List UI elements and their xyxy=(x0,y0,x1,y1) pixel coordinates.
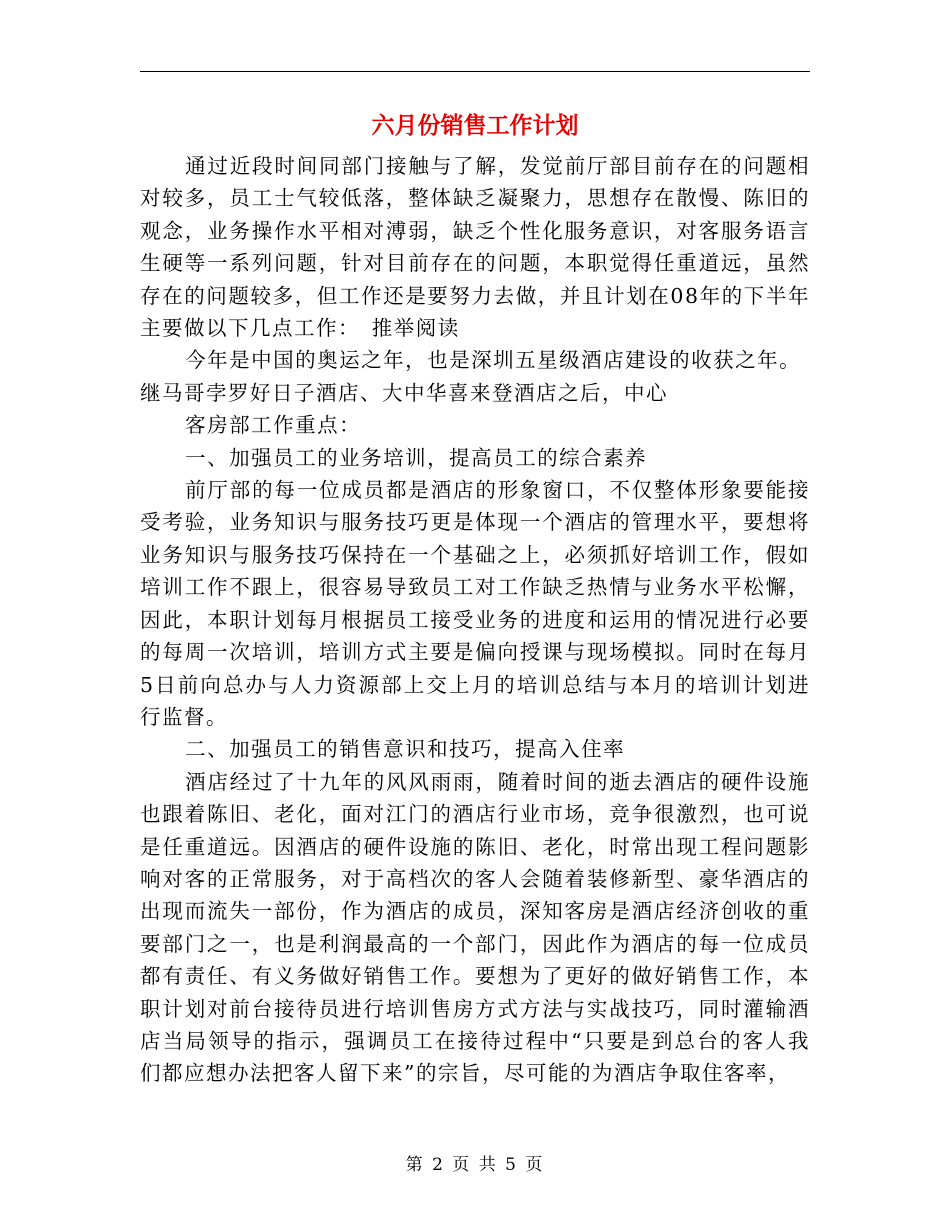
header-rule xyxy=(140,71,810,72)
page-footer: 第 2 页 共 5 页 xyxy=(405,1155,545,1175)
paragraph-training: 前厅部的每一位成员都是酒店的形象窗口，不仅整体形象要能接受考验，业务知识与服务技巧更是体现一个酒店的管理水平，要想将业务知识与服务技巧保持在一个基础之上，必须抓好培训工作，假如培训工作不跟上，很容易导致员工对工作缺乏热情与业务水平松懈，因此，本职计划每月根据员工接受业务的进度和运用的情况进行必要的每周一次培训，培训方式主要是偏向授课与现场模拟。同时在每月5日前向总办与人力资源部上交上月的培训总结与本月的培训计划进行监督。 xyxy=(140,478,810,729)
document-body xyxy=(140,150,810,1090)
paragraph-olympic-year: 今年是中国的奥运之年，也是深圳五星级酒店建设的收获之年。 xyxy=(185,348,802,373)
section-heading-sales: 二、加强员工的销售意识和技巧，提高入住率 xyxy=(185,737,626,762)
paragraph-sales: 酒店经过了十九年的风风雨雨，随着时间的逝去酒店的硬件设施也跟着陈旧、老化，面对江门的酒店行业市场，竞争很激烈，也可说是任重道远。因酒店的硬件设施的陈旧、老化，时常出现工程问题影响对客的正常服务，对于高档次的客人会随着装修新型、豪华酒店的出现而流失一部份，作为酒店的成员，深知客房是酒店经济创收的重要部门之一，也是利润最高的一个部门，因此作为酒店的每一位成员都有责任、有义务做好销售工作。要想为了更好的做好销售工作，本职计划对前台接待员进行培训售房方式方法与实战技巧，同时灌输酒店当局领导的指示，强调员工在接待过程中“只要是到总台的客人我们都应想办法把客人留下来”的宗旨，尽可能的为酒店争取住客率， xyxy=(140,769,810,1086)
section-heading-housekeeping: 客房部工作重点： xyxy=(185,413,362,438)
paragraph-intro: 通过近段时间同部门接触与了解，发觉前厅部目前存在的问题相对较多，员工士气较低落，整体缺乏凝聚力，思想存在散慢、陈旧的观念，业务操作水平相对溥弱，缺乏个性化服务意识，对客服务语言生硬等一系列问题，针对目前存在的问题，本职觉得任重道远，虽然存在的问题较多，但工作还是要努力去做，并且计划在08年的下半年主要做以下几点工作： 推举阅读 xyxy=(140,154,810,341)
paragraph-hotel-continuation: 继马哥孛罗好日子酒店、大中华喜来登酒店之后，中心 xyxy=(140,380,668,405)
document-title: 六月份销售工作计划 xyxy=(371,112,579,139)
section-heading-training: 一、加强员工的业务培训，提高员工的综合素养 xyxy=(185,445,648,470)
